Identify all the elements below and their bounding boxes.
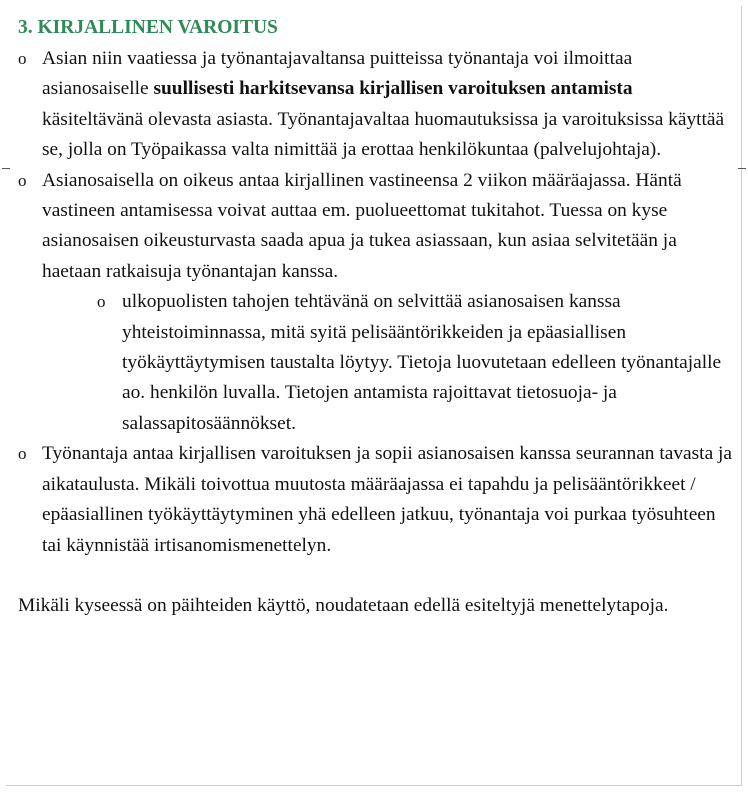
margin-mark-left	[2, 168, 10, 169]
section-heading: 3. KIRJALLINEN VAROITUS	[18, 17, 278, 38]
document-page	[18, 14, 734, 621]
list-item	[18, 166, 734, 288]
margin-mark-right	[738, 168, 746, 169]
list-item-text: Asianosaisella on oikeus antaa kirjallinen vastineensa 2 viikon määräajassa. Häntä vastineen antamisessa voivat auttaa em. puolueettomat tukitahot. Tuessa on kyse asianosaisen oikeusturvasta saada apua ja tukea asiassaan, kun asiaa selvitetään ja haetaan ratkaisuja työnantajan kanssa.	[42, 169, 682, 282]
list-item	[18, 44, 734, 166]
bullet-icon: o	[18, 444, 27, 464]
bullet-icon: o	[97, 292, 106, 312]
bullet-icon: o	[18, 170, 27, 190]
list-item-text-pre: Asian niin vaatiessa ja työnantajavaltansa puitteissa työnantaja voi ilmoittaa asianosaiselle	[42, 48, 633, 100]
sub-list-item-text: ulkopuolisten tahojen tehtävänä on selvittää asianosaisen kanssa yhteistoiminnassa, mitä syitä pelisääntörikkeiden ja epäasiallisen työkäyttäytymisen taustalta löytyy. Tietoja luovutetaan edelleen työnantajalle ao. henkilön luvalla. Tietojen antamista rajoittavat tietosuoja- ja salassapitosäännökset.	[122, 291, 722, 434]
list-item-text-post: käsiteltävänä olevasta asiasta. Työnantajavaltaa huomautuksissa ja varoituksissa käyttää se, jolla on Työpaikassa valta nimittää ja erottaa henkilökuntaa (palvelujohtaja).	[42, 108, 725, 161]
list-item-text: Työnantaja antaa kirjallisen varoituksen ja sopii asianosaisen kanssa seurannan tavasta ja aikataulusta. Mikäli toivottua muutosta määräajassa ei tapahdu ja pelisääntörikkeet / epäasiallinen työkäyttäytyminen yhä edelleen jatkuu, työnantaja voi purkaa työsuhteen tai käynnistää irtisanomismenettelyn.	[42, 443, 733, 556]
list-item-text-bold: suullisesti harkitsevansa kirjallisen varoituksen antamista	[153, 78, 633, 100]
bullet-icon: o	[18, 49, 27, 68]
list-item	[18, 439, 734, 561]
sub-list-item	[18, 287, 734, 439]
closing-paragraph: Mikäli kyseessä on päihteiden käyttö, noudatetaan edellä esiteltyjä menettelytapoja.	[18, 594, 669, 616]
